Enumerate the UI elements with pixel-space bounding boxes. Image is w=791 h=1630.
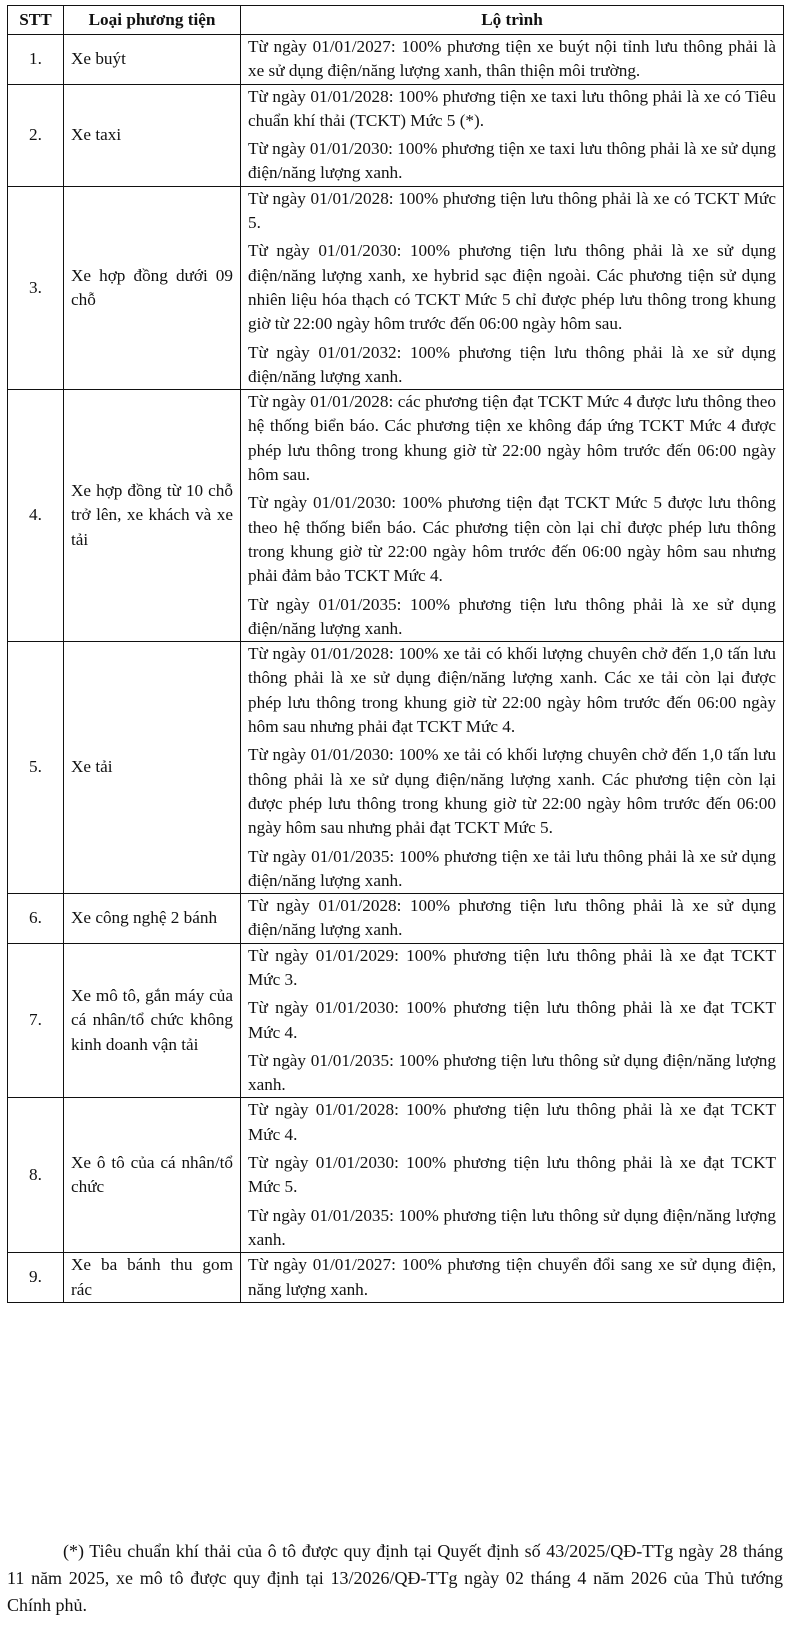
roadmap-step: Từ ngày 01/01/2027: 100% phương tiện chuyển đổi sang xe sử dụng điện, năng lượng xanh. [248,1255,776,1299]
row-vehicle-type: Xe công nghệ 2 bánh [64,894,241,944]
roadmap-step: Từ ngày 01/01/2027: 100% phương tiện xe buýt nội tỉnh lưu thông phải là xe sử dụng điện/năng lượng xanh, thân thiện môi trường. [248,37,776,81]
table-row [8,84,784,186]
row-stt: 7. [8,943,64,1098]
roadmap-step: Từ ngày 01/01/2035: 100% phương tiện lưu thông phải là xe sử dụng điện/năng lượng xanh. [248,594,776,638]
row-vehicle-type: Xe tải [64,642,241,894]
row-roadmap [241,1098,784,1253]
row-stt: 8. [8,1098,64,1253]
row-roadmap [241,35,784,85]
row-roadmap [241,186,784,389]
row-roadmap [241,390,784,642]
row-stt: 5. [8,642,64,894]
roadmap-step: Từ ngày 01/01/2030: 100% phương tiện lưu thông phải là xe sử dụng điện/năng lượng xanh, xe hybrid sạc điện ngoài. Các phương tiện sử dụng nhiên liệu hóa thạch có TCKT Mức 5 chỉ được phép lưu thông trong khung giờ từ 22:00 ngày hôm trước đến 06:00 ngày hôm sau. [248,241,776,334]
roadmap-step: Từ ngày 01/01/2028: 100% phương tiện lưu thông phải là xe có TCKT Mức 5. [248,188,776,233]
table-row [8,943,784,1098]
roadmap-step: Từ ngày 01/01/2035: 100% phương tiện lưu thông sử dụng điện/năng lượng xanh. [248,1050,776,1095]
row-vehicle-type: Xe hợp đồng dưới 09 chỗ [64,186,241,389]
roadmap-step: Từ ngày 01/01/2035: 100% phương tiện xe tải lưu thông phải là xe sử dụng điện/năng lượng xanh. [248,846,776,890]
header-roadmap: Lộ trình [241,6,784,35]
roadmap-step: Từ ngày 01/01/2032: 100% phương tiện lưu thông phải là xe sử dụng điện/năng lượng xanh. [248,342,776,386]
row-roadmap [241,642,784,894]
roadmap-step: Từ ngày 01/01/2028: 100% xe tải có khối lượng chuyên chở đến 1,0 tấn lưu thông phải là xe sử dụng điện/năng lượng xanh. Các xe tải còn lại được phép lưu thông trong khung giờ từ 22:00 ngày hôm trước đến 06:00 ngày hôm sau nhưng phải đạt TCKT Mức 4. [248,644,776,737]
roadmap-step: Từ ngày 01/01/2035: 100% phương tiện lưu thông sử dụng điện/năng lượng xanh. [248,1205,776,1249]
roadmap-step: Từ ngày 01/01/2030: 100% phương tiện lưu thông phải là xe đạt TCKT Mức 5. [248,1153,776,1197]
roadmap-step: Từ ngày 01/01/2028: các phương tiện đạt TCKT Mức 4 được lưu thông theo hệ thống biển báo. Các phương tiện xe không đáp ứng TCKT Mức 4 được phép lưu thông trong khung giờ từ 22:00 ngày hôm trước đến 06:00 ngày hôm sau. [248,392,776,485]
table-row [8,186,784,389]
table-row [8,642,784,894]
roadmap-step: Từ ngày 01/01/2030: 100% xe tải có khối lượng chuyên chở đến 1,0 tấn lưu thông phải là xe sử dụng điện/năng lượng xanh. Các phương tiện còn lại được phép lưu thông trong khung giờ từ 22:00 ngày hôm trước đến 06:00 ngày hôm sau nhưng phải đạt TCKT Mức 5. [248,745,776,838]
row-vehicle-type: Xe taxi [64,84,241,186]
footnote [7,1538,783,1619]
row-stt: 6. [8,894,64,944]
table-row [8,390,784,642]
row-roadmap [241,84,784,186]
row-stt: 9. [8,1253,64,1303]
roadmap-step: Từ ngày 01/01/2028: 100% phương tiện lưu thông phải là xe đạt TCKT Mức 4. [248,1100,776,1144]
table-row [8,1098,784,1253]
row-stt: 2. [8,84,64,186]
header-vehicle-type: Loại phương tiện [64,6,241,35]
header-stt: STT [8,6,64,35]
roadmap-step: Từ ngày 01/01/2030: 100% phương tiện đạt TCKT Mức 5 được lưu thông theo hệ thống biển báo. Các phương tiện còn lại chỉ được phép lưu thông trong khung giờ từ 22:00 ngày hôm trước đến 06:00 ngày hôm sau nhưng phải đảm bảo TCKT Mức 4. [248,493,776,586]
row-roadmap [241,943,784,1098]
roadmap-step: Từ ngày 01/01/2030: 100% phương tiện lưu thông phải là xe đạt TCKT Mức 4. [248,998,776,1042]
roadmap-step: Từ ngày 01/01/2030: 100% phương tiện xe taxi lưu thông phải là xe sử dụng điện/năng lượng xanh. [248,139,776,183]
roadmap-step: Từ ngày 01/01/2029: 100% phương tiện lưu thông phải là xe đạt TCKT Mức 3. [248,945,776,989]
vehicle-roadmap-table [7,5,784,1303]
table-row [8,894,784,944]
row-vehicle-type: Xe hợp đồng từ 10 chỗ trở lên, xe khách và xe tải [64,390,241,642]
row-stt: 3. [8,186,64,389]
row-roadmap [241,894,784,944]
row-vehicle-type: Xe buýt [64,35,241,85]
table-row [8,35,784,85]
row-vehicle-type: Xe ô tô của cá nhân/tổ chức [64,1098,241,1253]
row-roadmap [241,1253,784,1303]
row-vehicle-type: Xe mô tô, gắn máy của cá nhân/tổ chức không kinh doanh vận tải [64,943,241,1098]
table-header-row [8,6,784,35]
footnote-text: (*) Tiêu chuẩn khí thải của ô tô được quy định tại Quyết định số 43/2025/QĐ-TTg ngày 28 tháng 11 năm 2025, xe mô tô được quy định tại 13/2026/QĐ-TTg ngày 02 tháng 4 năm 2026 của Thủ tướng Chính phủ. [7,1541,783,1615]
roadmap-step: Từ ngày 01/01/2028: 100% phương tiện lưu thông phải là xe sử dụng điện/năng lượng xanh. [248,896,776,940]
row-stt: 1. [8,35,64,85]
row-stt: 4. [8,390,64,642]
table-row [8,1253,784,1303]
table-body [8,35,784,1303]
roadmap-step: Từ ngày 01/01/2028: 100% phương tiện xe taxi lưu thông phải là xe có Tiêu chuẩn khí thải (TCKT) Mức 5 (*). [248,86,776,130]
row-vehicle-type: Xe ba bánh thu gom rác [64,1253,241,1303]
